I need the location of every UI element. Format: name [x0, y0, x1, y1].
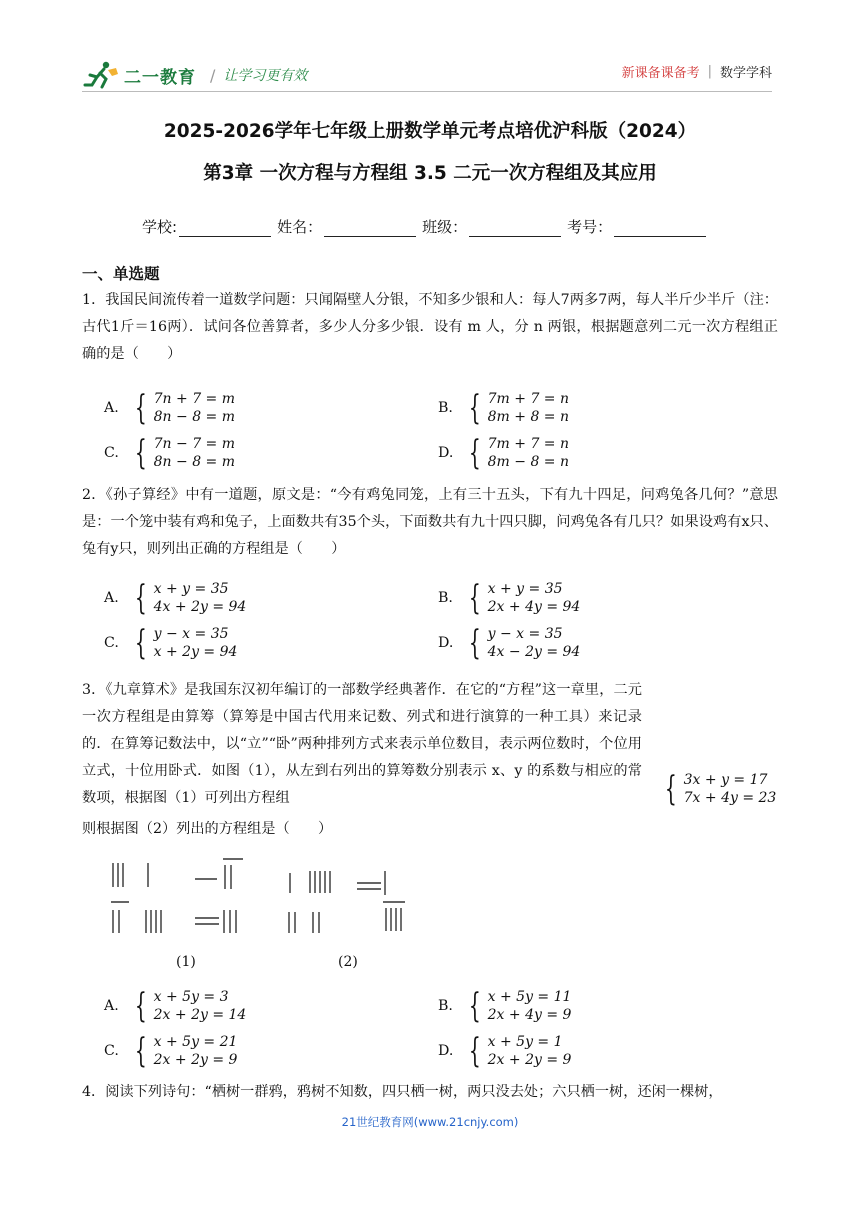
question-3-tail: 则根据图（2）列出的方程组是（ ） — [82, 821, 333, 837]
figure-2-caption: (2) — [338, 954, 358, 970]
header-right — [622, 62, 772, 81]
class-field[interactable]: 班级： — [422, 216, 561, 237]
figure-1-caption: (1) — [176, 954, 196, 970]
q2-option-c[interactable]: C. { y − x = 35 x + 2y = 94 — [104, 623, 238, 663]
q2-option-b[interactable]: B. { x + y = 35 2x + 4y = 94 — [438, 578, 581, 618]
q3-option-d[interactable]: D. { x + 5y = 1 2x + 2y = 9 — [438, 1031, 572, 1071]
header-subject: 数学学科 — [719, 66, 772, 81]
q1-option-b[interactable]: B. { 7m + 7 = n 8m + 8 = n — [438, 388, 570, 428]
number-field[interactable]: 考号： — [567, 216, 706, 237]
student-info-row — [142, 216, 712, 237]
header-tag: 新课备课备考 — [621, 66, 700, 81]
q3-option-c[interactable]: C. { x + 5y = 21 2x + 2y = 9 — [104, 1031, 238, 1071]
page-title: 2025-2026学年七年级上册数学单元考点培优沪科版（2024） — [163, 121, 697, 142]
question-4-text: 4．阅读下列诗句：“栖树一群鸦，鸦树不知数，四只栖一树，两只没去处；六只栖一树，还闲一棵树， — [82, 1084, 723, 1100]
question-2-text: 2．《孙子算经》中有一道题，原文是：“今有鸡兔同笼，上有三十五头，下有九十四足，问鸡兔各几何？”意思是：一个笼中装有鸡和兔子，上面数共有35个头，下面数共有九十四只脚，问鸡兔各有几只？如果设鸡有x只、兔有y只，则列出正确的方程组是（ ） — [82, 487, 778, 557]
footer-link[interactable]: 21世纪教育网(www.21cnjy.com) — [341, 1115, 519, 1129]
q1-option-c[interactable]: C. { 7n − 7 = m 8n − 8 = m — [104, 433, 236, 473]
header-separator: | — [707, 64, 712, 79]
question-1-text: 1．我国民间流传着一道数学问题：只闻隔壁人分银，不知多少银和人：每人7两多7两，每人半斤少半斤（注：古代1斤＝16两）．试问各位善算者，多少人分多少银．设有 m 人，分 n 两银，根据题意列二元一次方程组正确的是（ ） — [82, 292, 778, 362]
q2-option-a[interactable]: A. { x + y = 35 4x + 2y = 94 — [104, 578, 247, 618]
q1-option-d[interactable]: D. { 7m + 7 = n 8m − 8 = n — [438, 433, 570, 473]
q3-option-a[interactable]: A. { x + 5y = 3 2x + 2y = 14 — [104, 986, 247, 1026]
brand-slogan: 让学习更有效 — [223, 68, 308, 84]
q1-option-a[interactable]: A. { 7n + 7 = m 8n − 8 = m — [104, 388, 236, 428]
question-3-text: 3．《九章算术》是我国东汉初年编订的一部数学经典著作．在它的“方程”这一章里，二元一次方程组是由算筹（算筹是中国古代用来记数、列式和进行演算的一种工具）来记录的．在算筹记数法中，以“立”“卧”两种排列方式来表示单位数目，表示两位数时，个位用立式，十位用卧式．如图（1），从左到右列出的算筹数分别表示 x、y 的系数与相应的常数项，根据图（1）可列出方程组 — [82, 682, 642, 806]
counting-rod-figure — [105, 855, 425, 975]
page-subtitle: 第3章 一次方程与方程组 3.5 二元一次方程组及其应用 — [203, 163, 657, 184]
brand-name: 二一教育 — [124, 67, 196, 88]
school-field[interactable]: 学校: — [142, 216, 271, 237]
name-field[interactable]: 姓名： — [277, 216, 416, 237]
q3-inline-system: { 3x + y = 17 7x + 4y = 23 — [664, 769, 777, 809]
q3-option-b[interactable]: B. { x + 5y = 11 2x + 4y = 9 — [438, 986, 572, 1026]
q2-option-d[interactable]: D. { y − x = 35 4x − 2y = 94 — [438, 623, 581, 663]
runner-icon — [82, 60, 122, 90]
brand-logo: 二一教育 / 让学习更有效 — [82, 58, 307, 92]
header-divider — [82, 91, 772, 92]
section-heading: 一、单选题 — [82, 265, 160, 283]
